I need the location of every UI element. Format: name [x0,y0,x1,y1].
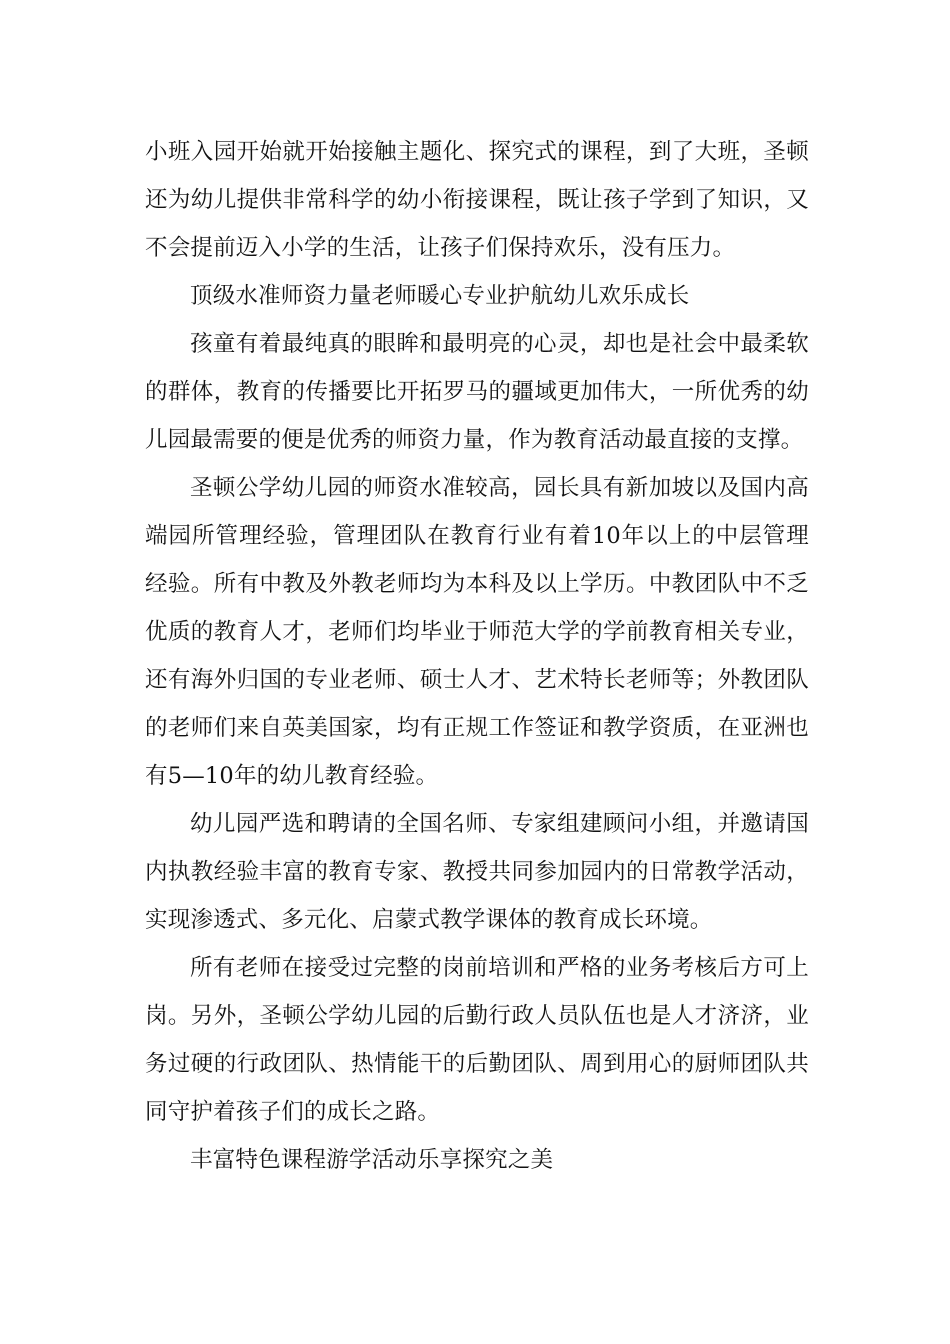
document-body [145,128,809,1184]
paragraph-advisory-group: 幼儿园严选和聘请的全国名师、专家组建顾问小组，并邀请国内执教经验丰富的教育专家、教授共同参加园内的日常教学活动，实现渗透式、多元化、启蒙式教学课体的教育成长环境。 [145,811,809,933]
paragraph-staff-training: 所有老师在接受过完整的岗前培训和严格的业务考核后方可上岗。另外，圣顿公学幼儿园的后勤行政人员队伍也是人才济济，业务过硬的行政团队、热情能干的后勤团队、周到用心的厨师团队共同守护着孩子们的成长之路。 [145,955,809,1125]
paragraph-curriculum-continuation: 小班入园开始就开始接触主题化、探究式的课程，到了大班，圣顿还为幼儿提供非常科学的幼小衔接课程，既让孩子学到了知识，又不会提前迈入小学的生活，让孩子们保持欢乐，没有压力。 [145,139,809,261]
paragraph-teacher-qualifications: 圣顿公学幼儿园的师资水准较高，园长具有新加坡以及国内高端园所管理经验，管理团队在教育行业有着10年以上的中层管理经验。所有中教及外教老师均为本科及以上学历。中教团队中不乏优质的教育人才，老师们均毕业于师范大学的学前教育相关专业，还有海外归国的专业老师、硕士人才、艺术特长老师等；外教团队的老师们来自英美国家，均有正规工作签证和教学资质，在亚洲也有5—10年的幼儿教育经验。 [145,475,809,789]
section-heading-teachers: 顶级水准师资力量老师暖心专业护航幼儿欢乐成长 [190,283,690,309]
paragraph-children-education: 孩童有着最纯真的眼眸和最明亮的心灵，却也是社会中最柔软的群体，教育的传播要比开拓罗马的疆域更加伟大，一所优秀的幼儿园最需要的便是优秀的师资力量，作为教育活动最直接的支撑。 [145,331,809,453]
section-heading-courses: 丰富特色课程游学活动乐享探究之美 [190,1147,554,1173]
